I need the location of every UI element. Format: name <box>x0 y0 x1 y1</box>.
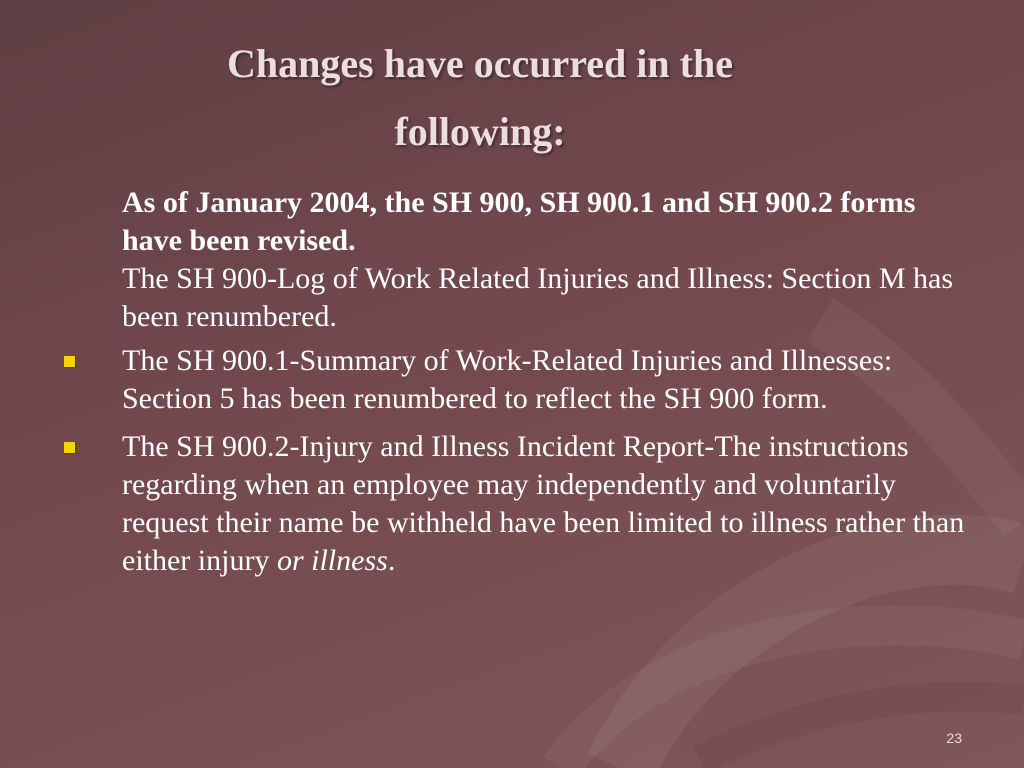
bullet-text-1: The SH 900.1-Summary of Work-Related Injuries and Illnesses: Section 5 has been renumbered to reflect the SH 900 form. <box>122 344 893 415</box>
bullet-item-1 <box>122 342 982 418</box>
slide-number: 23 <box>946 730 962 746</box>
slide-body <box>122 184 982 590</box>
square-bullet-icon <box>64 442 75 453</box>
slide-title-line-2: following: <box>394 109 566 154</box>
bullet-text-2: The SH 900.2-Injury and Illness Incident Report-The instructions regarding when an employee may independently and voluntarily request their name be withheld have been limited to illness rather than either injury <box>122 430 965 577</box>
bullet-item-2 <box>122 428 982 580</box>
intro-paragraph <box>122 184 982 336</box>
intro-bold-text: As of January 2004, the SH 900, SH 900.1 and SH 900.2 forms have been revised. <box>122 186 916 257</box>
intro-regular-text: The SH 900-Log of Work Related Injuries and Illness: Section M has been renumbered. <box>122 262 954 333</box>
slide-title-line-1: Changes have occurred in the <box>227 41 733 86</box>
slide-title <box>160 30 800 166</box>
square-bullet-icon <box>64 356 75 367</box>
bullet-text-2-end: . <box>387 544 396 577</box>
bullet-text-2-italic: or illness <box>276 544 388 577</box>
